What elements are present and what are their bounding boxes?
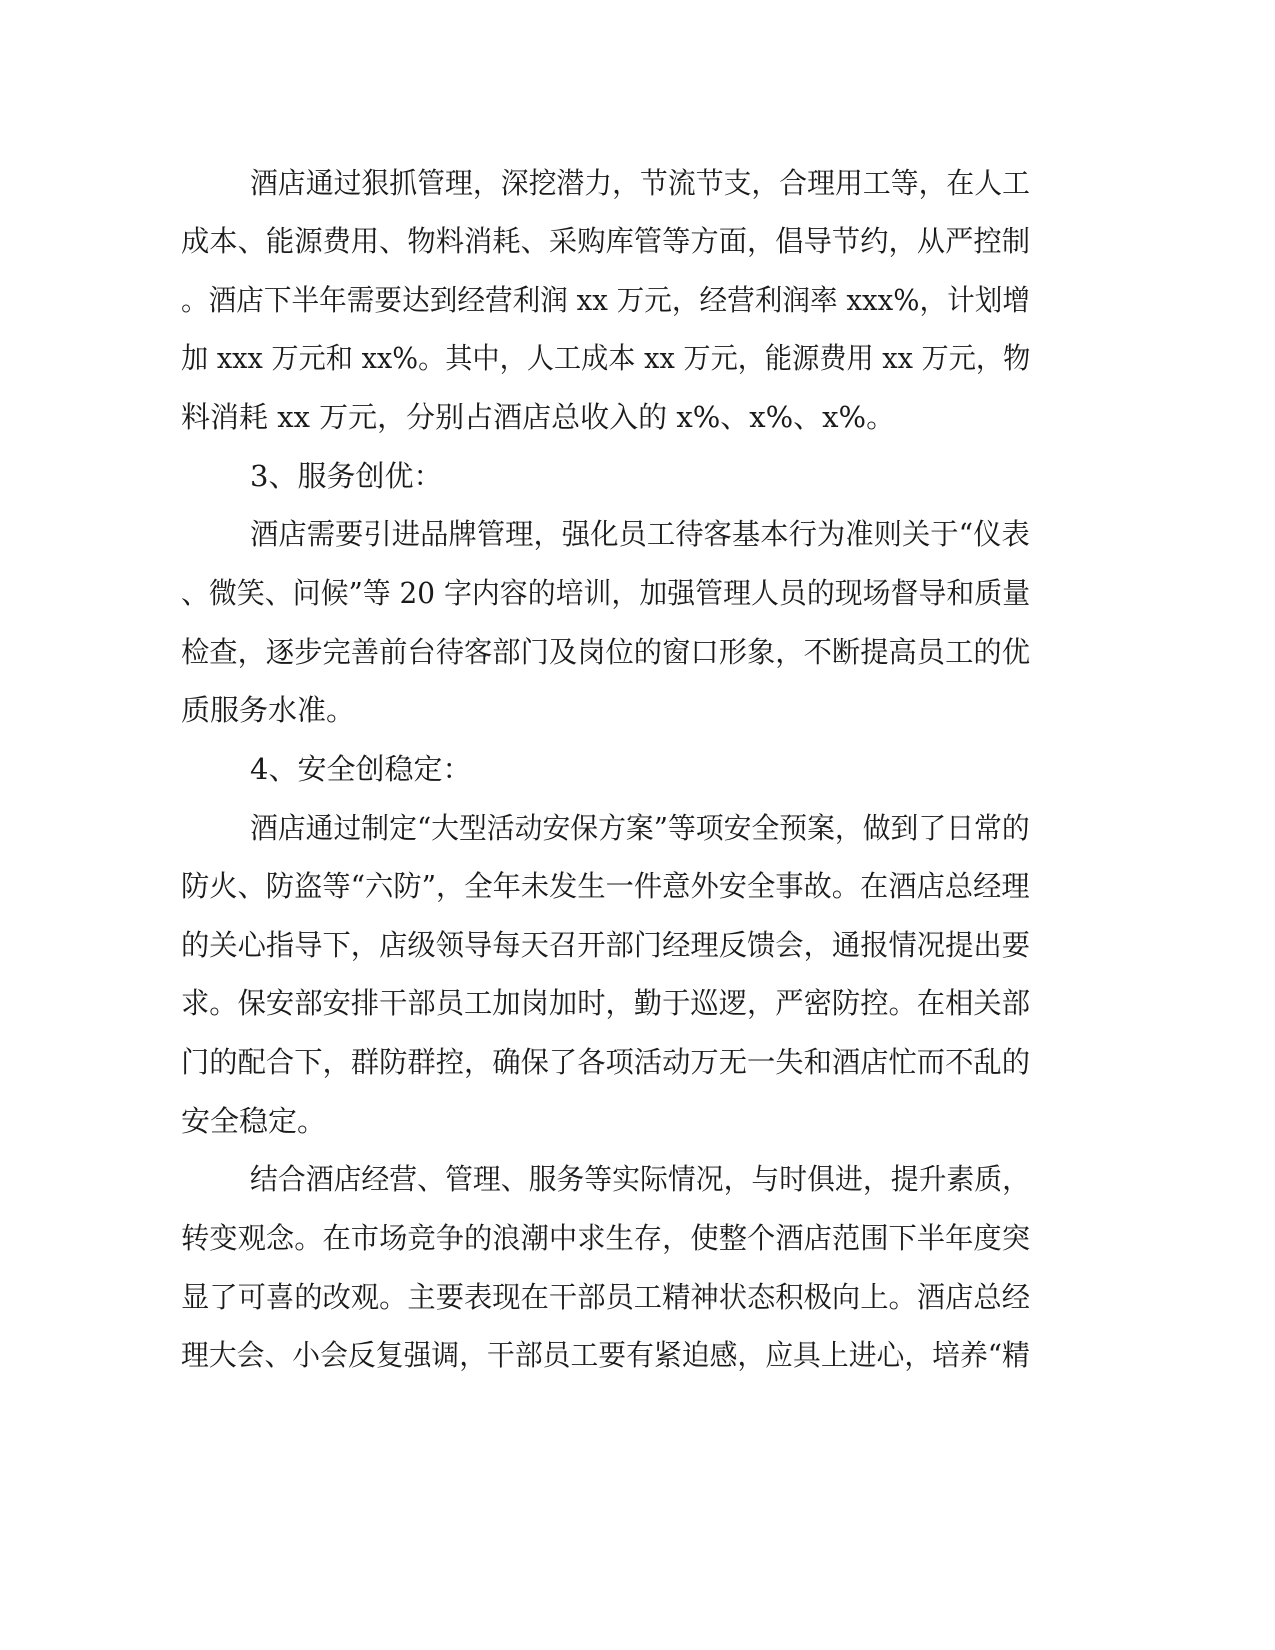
text-line: 理大会、小会反复强调，干部员工要有紧迫感，应具上进心，培养“精	[181, 1338, 1030, 1372]
text-line: 的关心指导下，店级领导每天召开部门经理反馈会，通报情况提出要	[181, 928, 1031, 962]
text-line: 质服务水准。	[181, 693, 356, 727]
section-heading: 3、服务创优：	[250, 459, 443, 493]
text-line: 检查，逐步完善前台待客部门及岗位的窗口形象，不断提高员工的优	[181, 635, 1031, 669]
text-line: 转变观念。在市场竞争的浪潮中求生存，使整个酒店范围下半年度突	[181, 1221, 1031, 1255]
text-line: 结合酒店经营、管理、服务等实际情况，与时俱进，提升素质，	[250, 1162, 1031, 1196]
text-line: 显了可喜的改观。主要表现在干部员工精神状态积极向上。酒店总经	[181, 1280, 1031, 1314]
text-line: 求。保安部安排干部员工加岗加时，勤于巡逻，严密防控。在相关部	[181, 986, 1031, 1020]
text-line: 成本、能源费用、物料消耗、采购库管等方面，倡导节约，从严控制	[181, 224, 1031, 258]
text-line: 门的配合下，群防群控，确保了各项活动万无一失和酒店忙而不乱的	[181, 1045, 1031, 1079]
text-line: 安全稳定。	[181, 1104, 327, 1138]
text-line: 酒店通过制定“大型活动安保方案”等项安全预案，做到了日常的	[250, 811, 1030, 845]
text-line: 料消耗 xx 万元，分别占酒店总收入的 x%、x%、x%。	[181, 400, 896, 434]
text-line: 、微笑、问候”等 20 字内容的培训，加强管理人员的现场督导和质量	[181, 576, 1031, 610]
text-line: 酒店通过狠抓管理，深挖潜力，节流节支，合理用工等，在人工	[250, 166, 1031, 200]
text-line: 酒店需要引进品牌管理，强化员工待客基本行为准则关于“仪表	[250, 517, 1030, 551]
section-heading: 4、安全创稳定：	[250, 752, 472, 786]
text-line: 防火、防盗等“六防”，全年未发生一件意外安全事故。在酒店总经理	[181, 869, 1030, 903]
text-line: 。酒店下半年需要达到经营利润 xx 万元，经营利润率 xxx%，计划增	[181, 283, 1030, 317]
text-line: 加 xxx 万元和 xx%。其中，人工成本 xx 万元，能源费用 xx 万元，物	[181, 341, 1031, 375]
